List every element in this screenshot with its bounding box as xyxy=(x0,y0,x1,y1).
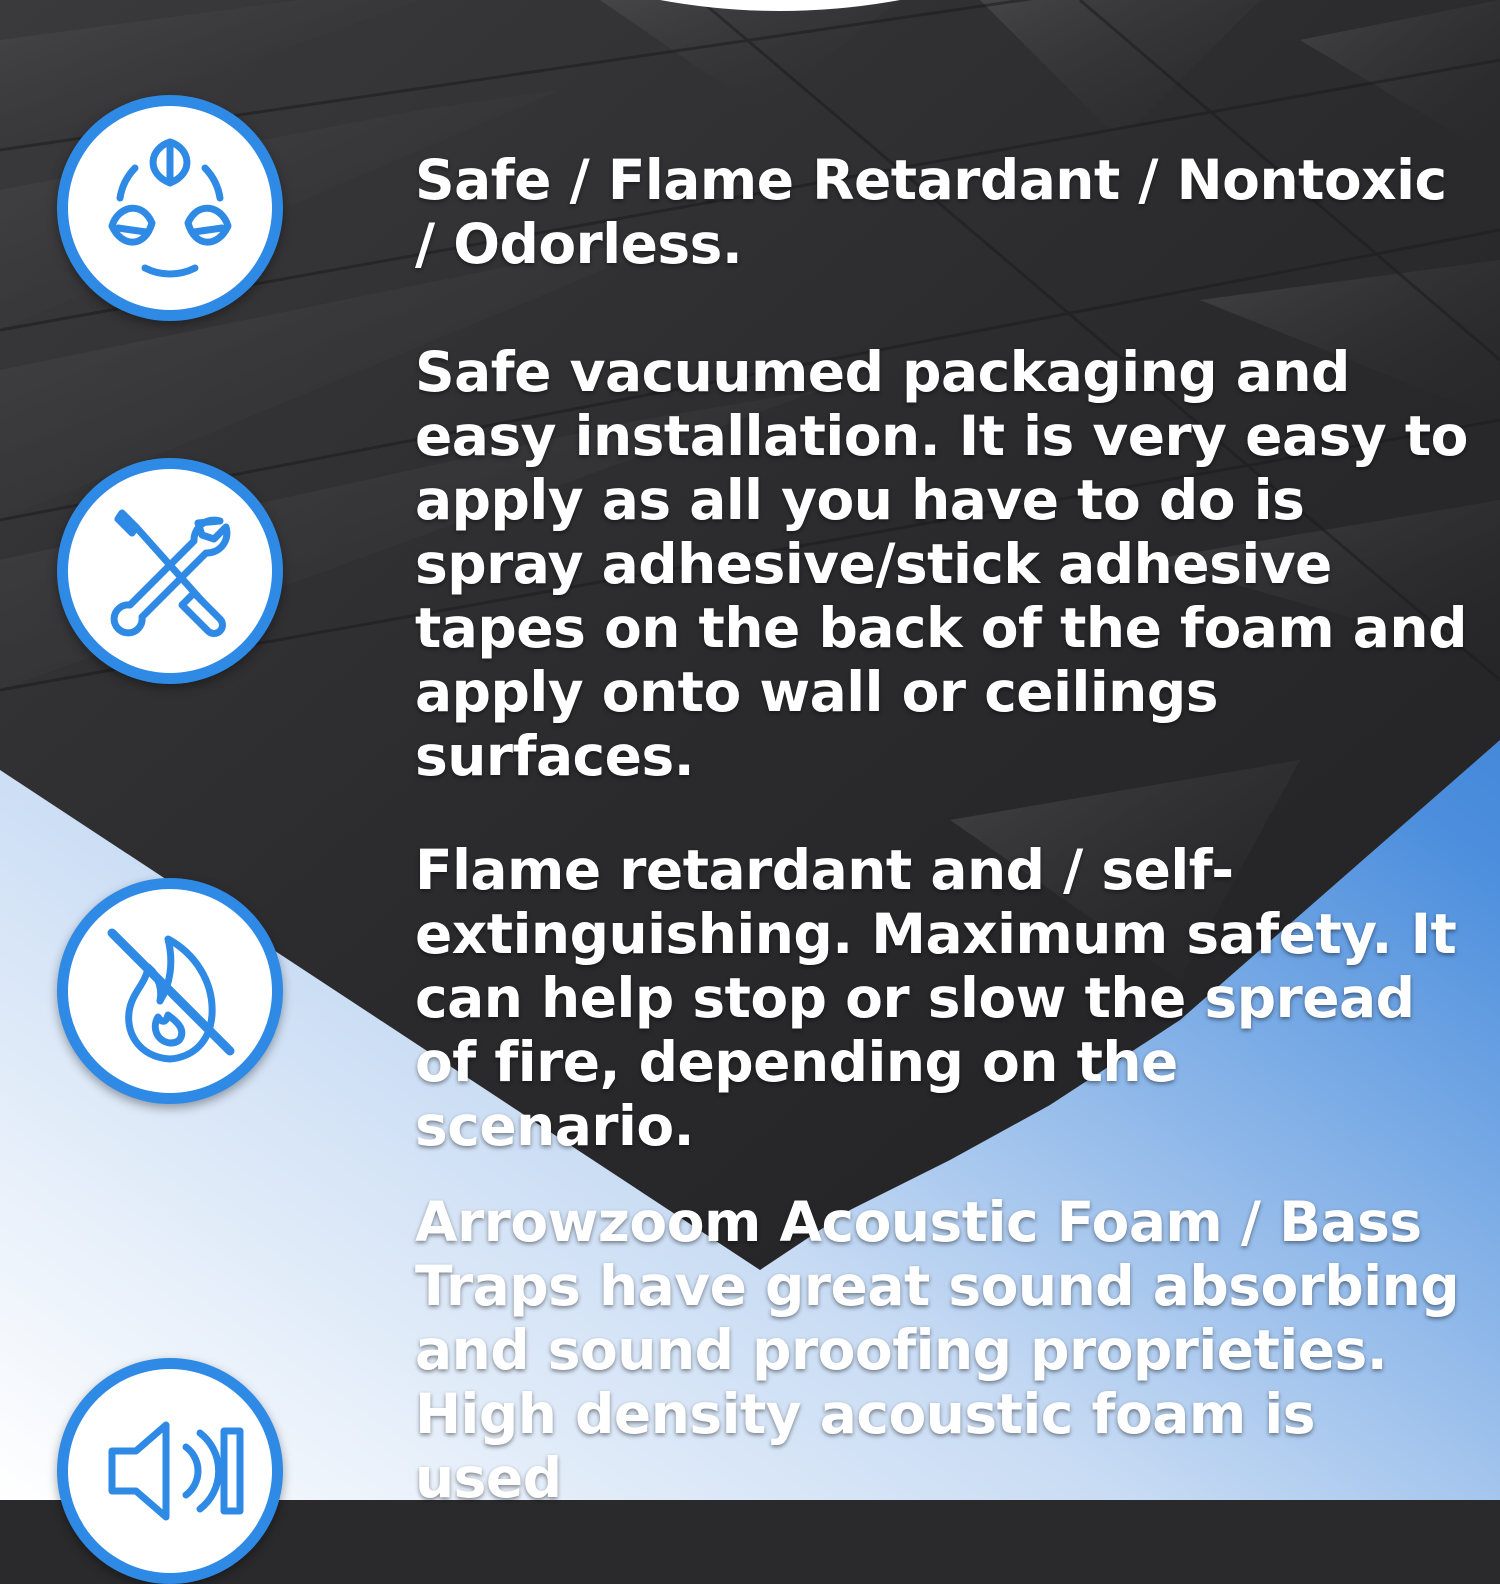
no-fire-icon xyxy=(57,878,283,1104)
speaker-soundproof-icon xyxy=(57,1358,283,1584)
tools-wrench-screwdriver-icon xyxy=(57,458,283,684)
feature-text-safe-nontoxic: Safe / Flame Retardant / Nontoxic / Odorless. xyxy=(415,148,1447,276)
feature-text-acoustic-foam: Arrowzoom Acoustic Foam / Bass Traps have great sound absorbing and sound proofing proprieties. High density acoustic foam is used xyxy=(415,1190,1460,1510)
feature-text-easy-installation: Safe vacuumed packaging and easy installation. It is very easy to apply as all you have to do is spray adhesive/stick adhesive tapes on the back of the foam and apply onto wall or ceilings surfaces. xyxy=(415,340,1468,788)
eco-leaves-recycle-icon xyxy=(57,95,283,321)
feature-text-flame-retardant: Flame retardant and / self-extinguishing. Maximum safety. It can help stop or slow the spread of fire, depending on the scenario. xyxy=(415,838,1457,1158)
